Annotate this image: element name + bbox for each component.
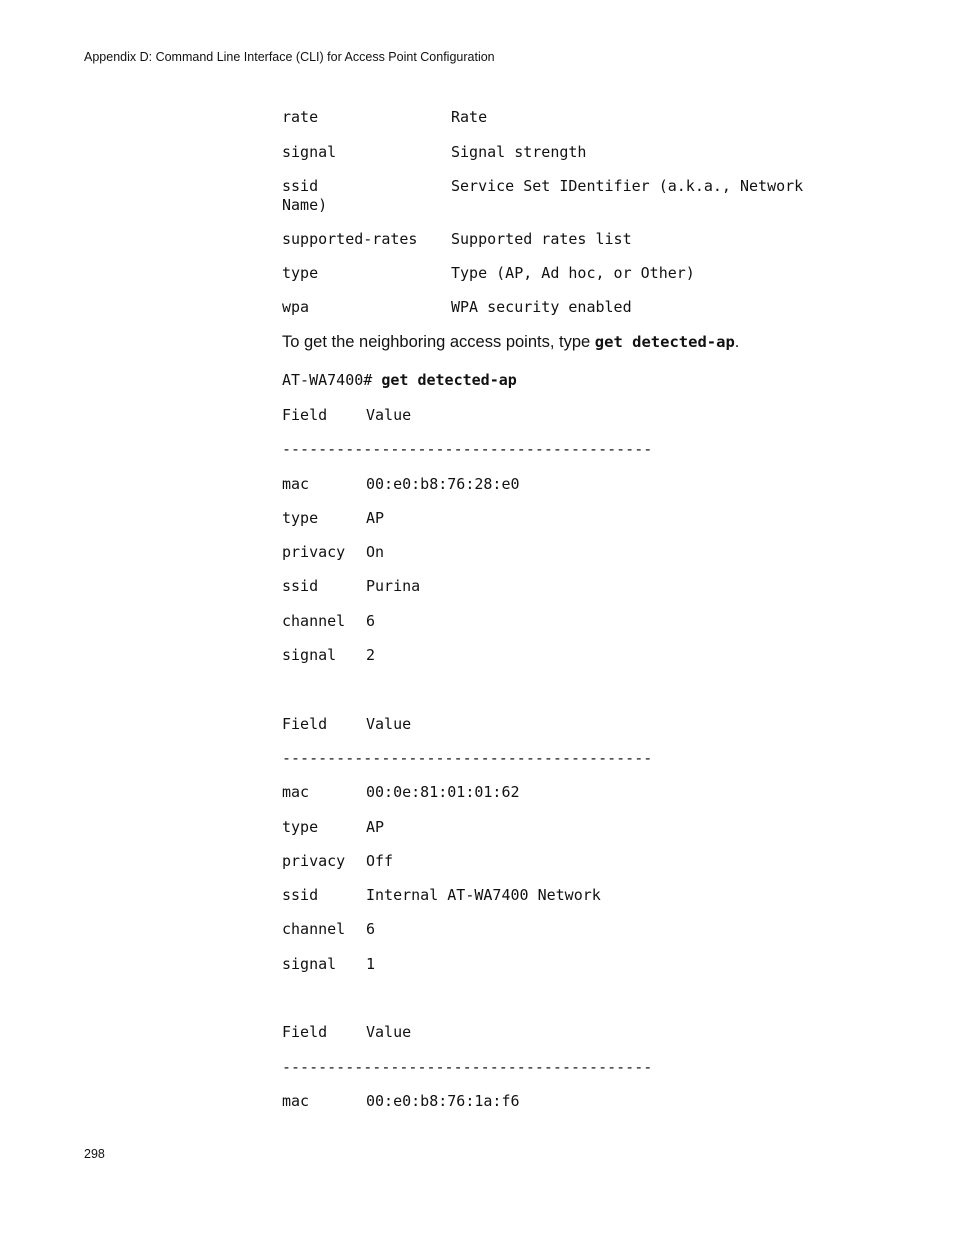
- field-name: wpa: [282, 298, 310, 316]
- field-description-continued: Name): [282, 196, 328, 214]
- field-description: WPA security enabled: [451, 298, 632, 316]
- block-row: mac 00:0e:81:01:01:62: [282, 783, 520, 801]
- block-row: signal 1: [282, 955, 376, 973]
- field-name: ssid: [282, 177, 319, 195]
- block-row: channel 6: [282, 612, 376, 630]
- field-description: Type (AP, Ad hoc, or Other): [451, 264, 695, 282]
- block-row: ssid Internal AT-WA7400 Network: [282, 886, 601, 904]
- field-description: Signal strength: [451, 143, 587, 161]
- block-row: mac 00:e0:b8:76:1a:f6: [282, 1092, 520, 1110]
- field-name: supported-rates: [282, 230, 418, 248]
- field-description: Supported rates list: [451, 230, 632, 248]
- block-row: type AP: [282, 509, 385, 527]
- separator-line: -----------------------------------------: [282, 1058, 653, 1076]
- block-header: Field Value: [282, 406, 412, 424]
- field-name: signal: [282, 143, 337, 161]
- field-name: type: [282, 264, 319, 282]
- field-description: Service Set IDentifier (a.k.a., Network: [451, 177, 804, 195]
- instruction-text: To get the neighboring access points, type get detected-ap.: [282, 333, 740, 351]
- block-header: Field Value: [282, 1023, 412, 1041]
- block-header: Field Value: [282, 715, 412, 733]
- cli-command-line: [282, 371, 517, 389]
- field-description: Rate: [451, 108, 488, 126]
- block-row: type AP: [282, 818, 385, 836]
- block-row: privacy On: [282, 543, 385, 561]
- cli-prompt: AT-WA7400#: [282, 371, 382, 389]
- cli-command: get detected-ap: [381, 371, 517, 389]
- block-row: ssid Purina: [282, 577, 421, 595]
- block-row: mac 00:e0:b8:76:28:e0: [282, 475, 520, 493]
- inline-command: get detected-ap: [594, 333, 735, 351]
- block-row: signal 2: [282, 646, 376, 664]
- page-number: 298: [84, 1147, 105, 1161]
- block-row: channel 6: [282, 920, 376, 938]
- separator-line: -----------------------------------------: [282, 749, 653, 767]
- separator-line: -----------------------------------------: [282, 440, 653, 458]
- block-row: privacy Off: [282, 852, 394, 870]
- running-header: Appendix D: Command Line Interface (CLI) for Access Point Configuration: [84, 50, 495, 64]
- field-name: rate: [282, 108, 319, 126]
